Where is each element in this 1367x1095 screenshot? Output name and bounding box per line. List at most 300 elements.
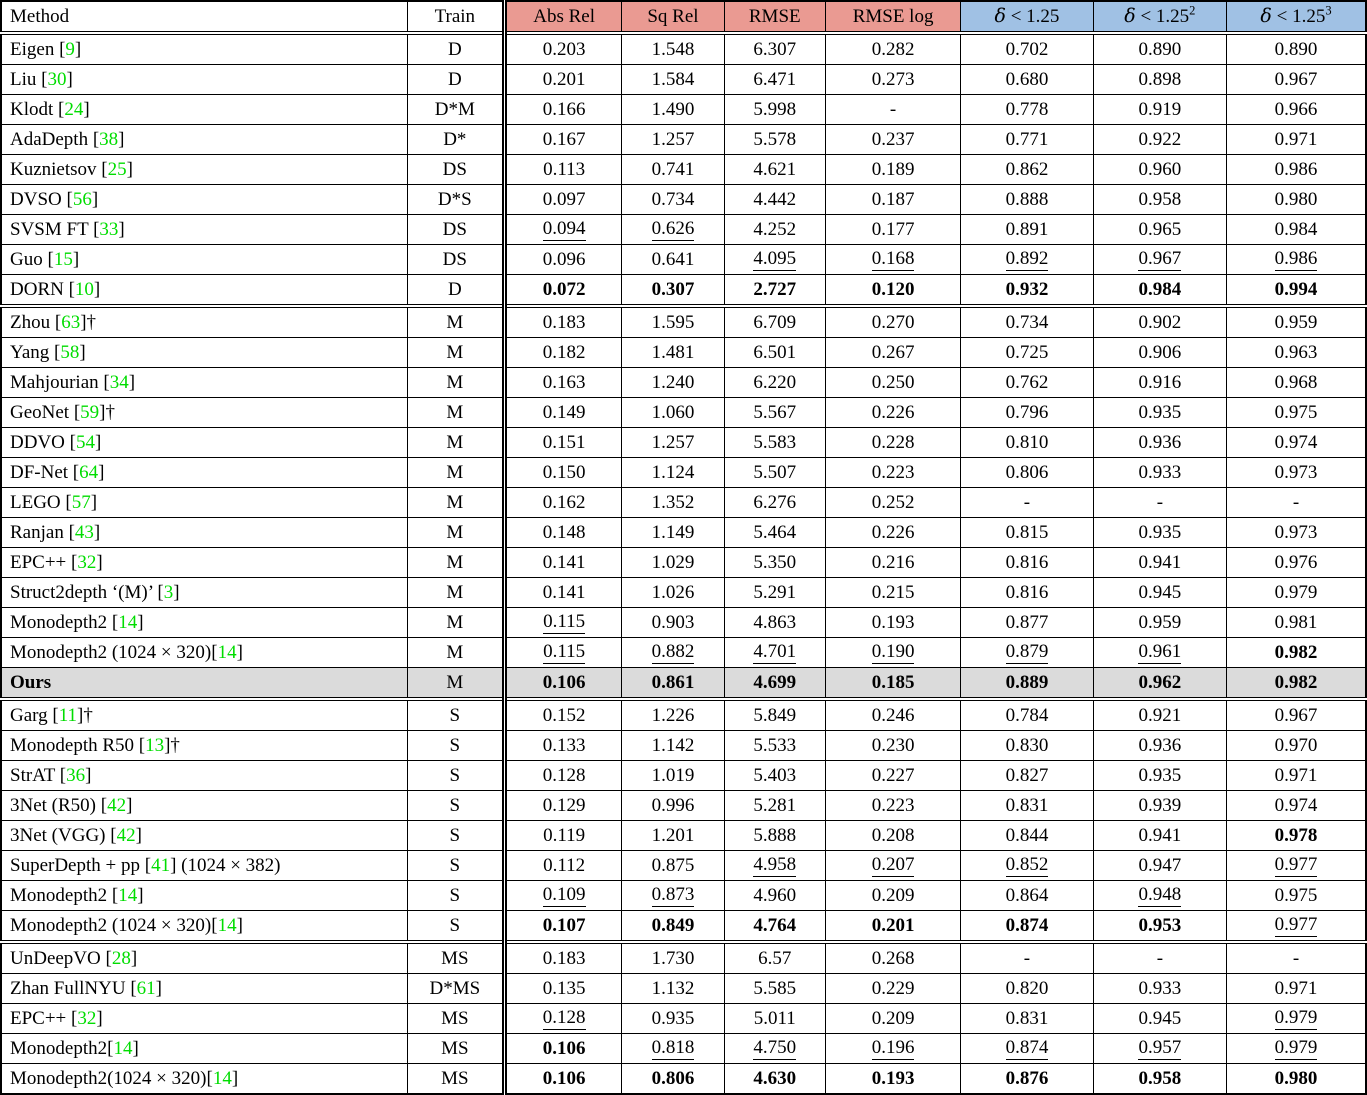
- metric-cell: [961, 65, 1093, 95]
- metric-cell: [961, 458, 1093, 488]
- metric-value: 0.957: [1138, 1037, 1182, 1059]
- method-name: Monodepth2[: [10, 1037, 114, 1059]
- metric-value: 0.945: [1138, 1007, 1182, 1029]
- header-rmse-log: RMSE log: [825, 1, 960, 33]
- metric-cell: [825, 638, 960, 668]
- citation-link[interactable]: 14: [217, 641, 237, 663]
- metric-value: 0.916: [1138, 371, 1182, 393]
- metric-cell: [1093, 668, 1226, 700]
- metric-value: 0.933: [1138, 461, 1182, 483]
- metric-cell: [622, 125, 724, 155]
- metric-value: 0.307: [651, 278, 695, 300]
- metric-cell: [1227, 1034, 1366, 1064]
- metric-value: 0.935: [1138, 521, 1182, 543]
- header-sq-rel: Sq Rel: [622, 1, 724, 33]
- metric-cell: [1093, 215, 1226, 245]
- citation-link[interactable]: 56: [72, 188, 92, 210]
- table-row: [1, 761, 1366, 791]
- method-name: Mahjourian [: [10, 371, 110, 393]
- metric-value: 0.183: [542, 947, 586, 969]
- metric-cell: [825, 1064, 960, 1095]
- table-row: [1, 851, 1366, 881]
- method-name: UnDeepVO [: [10, 947, 112, 969]
- metric-value: 5.578: [753, 128, 797, 150]
- citation-link[interactable]: 41: [151, 854, 171, 876]
- metric-value: 5.583: [753, 431, 797, 453]
- metric-cell: [1227, 95, 1366, 125]
- method-cell: [1, 95, 407, 125]
- metric-cell: [961, 1004, 1093, 1034]
- metric-cell: [825, 428, 960, 458]
- metric-value: -: [1156, 491, 1164, 513]
- metric-cell: [1227, 548, 1366, 578]
- metric-cell: [825, 185, 960, 215]
- metric-cell: [504, 65, 621, 95]
- citation-link[interactable]: 38: [99, 128, 119, 150]
- citation-link[interactable]: 24: [64, 98, 84, 120]
- method-name: Monodepth R50 [: [10, 734, 146, 756]
- metric-cell: [1227, 974, 1366, 1004]
- metric-cell: [961, 851, 1093, 881]
- metric-value: 0.115: [543, 641, 586, 663]
- metric-cell: [622, 791, 724, 821]
- metric-cell: [622, 398, 724, 428]
- method-name-suffix: ]: [91, 188, 99, 210]
- metric-value: 0.975: [1274, 884, 1318, 906]
- method-name: SuperDepth + pp [: [10, 854, 152, 876]
- method-name: LEGO [: [10, 491, 72, 513]
- metric-value: 0.874: [1005, 1037, 1049, 1059]
- method-cell: [1, 608, 407, 638]
- metric-cell: [1093, 275, 1226, 307]
- metric-cell: [961, 95, 1093, 125]
- metric-value: 0.187: [871, 188, 915, 210]
- citation-link[interactable]: 57: [71, 491, 91, 513]
- metric-value: 0.977: [1274, 854, 1318, 876]
- metric-value: 0.237: [871, 128, 915, 150]
- metric-value: 0.227: [871, 764, 915, 786]
- metric-cell: [825, 458, 960, 488]
- metric-cell: [1093, 185, 1226, 215]
- metric-cell: [724, 518, 825, 548]
- metric-cell: [1227, 33, 1366, 65]
- metric-cell: [622, 699, 724, 731]
- metric-cell: [504, 608, 621, 638]
- metric-cell: [724, 731, 825, 761]
- table-row: [1, 1004, 1366, 1034]
- method-name: Zhan FullNYU [: [10, 977, 137, 999]
- metric-cell: [825, 731, 960, 761]
- citation-link[interactable]: 28: [111, 947, 131, 969]
- metric-value: 0.128: [542, 1007, 586, 1029]
- metric-value: 0.959: [1138, 611, 1182, 633]
- metric-cell: [724, 458, 825, 488]
- metric-cell: [1093, 458, 1226, 488]
- metric-value: 0.977: [1274, 914, 1318, 936]
- metric-cell: [1227, 608, 1366, 638]
- metric-cell: [504, 428, 621, 458]
- metric-cell: [825, 125, 960, 155]
- metric-value: 1.352: [651, 491, 695, 513]
- metric-value: 0.902: [1138, 311, 1182, 333]
- table-row: [1, 185, 1366, 215]
- metric-value: 0.193: [871, 611, 915, 633]
- metric-cell: [1093, 578, 1226, 608]
- metric-cell: [1093, 155, 1226, 185]
- metric-value: 1.142: [651, 734, 695, 756]
- metric-cell: [1093, 638, 1226, 668]
- metric-cell: [724, 881, 825, 911]
- citation-link[interactable]: 14: [217, 914, 237, 936]
- citation-link[interactable]: 14: [113, 1037, 133, 1059]
- metric-cell: [1093, 974, 1226, 1004]
- method-name-suffix: ]: [155, 977, 162, 999]
- metric-cell: [961, 911, 1093, 943]
- metric-cell: [622, 638, 724, 668]
- metric-value: 1.026: [651, 581, 695, 603]
- method-name-suffix: ]: [231, 1067, 239, 1089]
- metric-value: 1.730: [651, 947, 695, 969]
- metric-value: 0.112: [543, 854, 586, 876]
- metric-cell: [1227, 699, 1366, 731]
- metric-value: 0.270: [871, 311, 915, 333]
- metric-value: 0.864: [1005, 884, 1049, 906]
- method-name-suffix: ]: [126, 158, 133, 180]
- metric-cell: [724, 398, 825, 428]
- metric-value: 0.877: [1005, 611, 1049, 633]
- metric-cell: [1227, 791, 1366, 821]
- metric-cell: [1227, 638, 1366, 668]
- metric-cell: [1093, 1064, 1226, 1095]
- metric-cell: [724, 1034, 825, 1064]
- metric-value: 0.784: [1005, 704, 1049, 726]
- method-name: Guo [: [10, 248, 54, 270]
- method-name: EPC++ [: [10, 1007, 78, 1029]
- metric-cell: [622, 942, 724, 974]
- metric-cell: [825, 608, 960, 638]
- citation-link[interactable]: 13: [145, 734, 165, 756]
- metric-value: 0.189: [871, 158, 915, 180]
- metric-cell: [504, 791, 621, 821]
- citation-link[interactable]: 63: [61, 311, 81, 333]
- citation-link[interactable]: 54: [75, 431, 95, 453]
- metric-cell: [1093, 942, 1226, 974]
- citation-link[interactable]: 34: [109, 371, 129, 393]
- metric-cell: [1093, 33, 1226, 65]
- citation-link[interactable]: 59: [80, 401, 100, 423]
- method-name-suffix: ]: [126, 794, 133, 816]
- train-cell: D: [407, 33, 504, 65]
- table-row: [1, 368, 1366, 398]
- metric-cell: [724, 368, 825, 398]
- table-row: [1, 731, 1366, 761]
- metric-cell: [1093, 306, 1226, 338]
- metric-value: 0.963: [1274, 341, 1318, 363]
- method-name-suffix: ]: [93, 521, 101, 543]
- metric-cell: [724, 1004, 825, 1034]
- metric-cell: [504, 731, 621, 761]
- method-cell: [1, 699, 407, 731]
- metric-value: 1.060: [651, 401, 695, 423]
- metric-cell: [724, 125, 825, 155]
- metric-value: 0.889: [1005, 671, 1049, 693]
- citation-link[interactable]: 14: [212, 1067, 232, 1089]
- metric-value: 4.750: [753, 1037, 797, 1059]
- table-row: [1, 1064, 1366, 1095]
- metric-value: 0.626: [651, 218, 695, 240]
- method-name: Zhou [: [10, 311, 62, 333]
- metric-value: 0.986: [1274, 158, 1318, 180]
- train-cell: MS: [407, 942, 504, 974]
- header-abs-rel: Abs Rel: [504, 1, 621, 33]
- metric-cell: [1093, 731, 1226, 761]
- metric-value: 1.257: [651, 431, 695, 453]
- metric-cell: [1093, 911, 1226, 943]
- citation-link[interactable]: 3: [163, 581, 174, 603]
- metric-cell: [961, 245, 1093, 275]
- metric-cell: [622, 275, 724, 307]
- method-name: 3Net (VGG) [: [10, 824, 117, 846]
- metric-cell: [724, 699, 825, 731]
- citation-link[interactable]: 9: [65, 38, 75, 60]
- citation-link[interactable]: 32: [77, 551, 97, 573]
- metric-value: 0.106: [542, 1067, 586, 1089]
- metric-value: 0.976: [1274, 551, 1318, 573]
- method-name: Ranjan [: [10, 521, 75, 543]
- metric-cell: [1227, 428, 1366, 458]
- citation-link[interactable]: 14: [118, 611, 138, 633]
- train-cell: S: [407, 911, 504, 943]
- delta-symbol: δ: [1260, 5, 1272, 27]
- metric-value: 1.481: [651, 341, 695, 363]
- metric-value: 0.129: [542, 794, 586, 816]
- method-cell: [1, 428, 407, 458]
- citation-link[interactable]: 64: [79, 461, 99, 483]
- metric-value: 0.830: [1005, 734, 1049, 756]
- metric-cell: [961, 215, 1093, 245]
- metric-value: 0.979: [1274, 1007, 1318, 1029]
- metric-value: -: [889, 98, 897, 120]
- method-name-suffix: ]: [137, 884, 144, 906]
- metric-cell: [504, 638, 621, 668]
- metric-cell: [622, 65, 724, 95]
- table-row: [1, 881, 1366, 911]
- method-cell: [1, 275, 407, 307]
- metric-value: 1.149: [651, 521, 695, 543]
- metric-cell: [961, 398, 1093, 428]
- metric-value: 1.132: [651, 977, 695, 999]
- metric-value: 0.135: [542, 977, 586, 999]
- header-train: Train: [407, 1, 504, 33]
- train-cell: S: [407, 699, 504, 731]
- metric-cell: [724, 185, 825, 215]
- metric-value: 0.734: [1005, 311, 1049, 333]
- citation-link[interactable]: 11: [58, 704, 78, 726]
- metric-cell: [622, 1004, 724, 1034]
- method-cell: [1, 578, 407, 608]
- metric-value: 4.764: [753, 914, 797, 936]
- metric-value: 0.168: [871, 248, 915, 270]
- metric-value: 4.252: [753, 218, 797, 240]
- method-name: Kuznietsov [: [10, 158, 108, 180]
- metric-value: 4.960: [753, 884, 797, 906]
- metric-cell: [622, 518, 724, 548]
- method-cell: [1, 398, 407, 428]
- method-name-suffix: ]: [236, 641, 243, 663]
- metric-value: 1.226: [651, 704, 695, 726]
- metric-value: 0.879: [1005, 641, 1049, 663]
- citation-link[interactable]: 33: [99, 218, 119, 240]
- metric-cell: [504, 488, 621, 518]
- metric-cell: [825, 518, 960, 548]
- table-row: [1, 95, 1366, 125]
- metric-cell: [961, 428, 1093, 458]
- citation-link[interactable]: 42: [116, 824, 136, 846]
- metric-cell: [622, 578, 724, 608]
- metric-cell: [622, 1064, 724, 1095]
- table-row: [1, 942, 1366, 974]
- table-row: [1, 155, 1366, 185]
- train-cell: S: [407, 851, 504, 881]
- metric-value: 4.701: [753, 641, 797, 663]
- train-cell: D: [407, 275, 504, 307]
- metric-value: 0.246: [871, 704, 915, 726]
- metric-value: 0.849: [651, 914, 695, 936]
- metric-value: 6.220: [753, 371, 797, 393]
- metric-value: 0.282: [871, 38, 915, 60]
- metric-value: 0.207: [871, 854, 915, 876]
- citation-link[interactable]: 30: [47, 68, 67, 90]
- metric-value: 0.874: [1005, 914, 1049, 936]
- metric-value: 0.898: [1138, 68, 1182, 90]
- metric-cell: [1227, 578, 1366, 608]
- metric-cell: [825, 548, 960, 578]
- metric-cell: [724, 851, 825, 881]
- metric-cell: [825, 699, 960, 731]
- metric-value: 5.281: [753, 794, 797, 816]
- citation-link[interactable]: 10: [74, 278, 94, 300]
- metric-cell: [724, 791, 825, 821]
- metric-value: 0.177: [871, 218, 915, 240]
- metric-value: 5.464: [753, 521, 797, 543]
- method-cell: [1, 518, 407, 548]
- table-row: [1, 65, 1366, 95]
- citation-link[interactable]: 58: [60, 341, 80, 363]
- metric-cell: [1227, 761, 1366, 791]
- metric-cell: [1227, 911, 1366, 943]
- table-row: [1, 458, 1366, 488]
- metric-cell: [724, 155, 825, 185]
- metric-value: 0.094: [542, 218, 586, 240]
- table-row: [1, 398, 1366, 428]
- metric-value: 0.962: [1138, 671, 1182, 693]
- method-name-suffix: ]: [118, 128, 125, 150]
- train-cell: M: [407, 668, 504, 700]
- metric-cell: [1227, 306, 1366, 338]
- metric-cell: [724, 275, 825, 307]
- metric-value: 0.148: [542, 521, 586, 543]
- citation-link[interactable]: 42: [107, 794, 127, 816]
- metric-cell: [1227, 881, 1366, 911]
- metric-value: 0.921: [1138, 704, 1182, 726]
- metric-value: 6.501: [753, 341, 797, 363]
- train-cell: D*S: [407, 185, 504, 215]
- metric-value: 0.971: [1274, 977, 1318, 999]
- metric-cell: [504, 518, 621, 548]
- citation-link[interactable]: 36: [66, 764, 86, 786]
- metric-value: 0.967: [1274, 68, 1318, 90]
- metric-cell: [504, 338, 621, 368]
- metric-value: 5.585: [753, 977, 797, 999]
- metric-cell: [504, 942, 621, 974]
- metric-cell: [504, 761, 621, 791]
- header-delta-2: [1093, 1, 1226, 33]
- metric-cell: [1093, 368, 1226, 398]
- metric-value: 6.471: [753, 68, 797, 90]
- method-name: Liu [: [10, 68, 48, 90]
- metric-value: 0.947: [1138, 854, 1182, 876]
- citation-link[interactable]: 61: [136, 977, 156, 999]
- metric-cell: [825, 821, 960, 851]
- table-row: [1, 428, 1366, 458]
- metric-value: 0.167: [542, 128, 586, 150]
- metric-value: 5.011: [753, 1007, 796, 1029]
- metric-value: 0.228: [871, 431, 915, 453]
- metric-value: 0.966: [1274, 98, 1318, 120]
- method-name-suffix: ]: [93, 278, 101, 300]
- metric-value: 0.882: [651, 641, 695, 663]
- metric-value: 0.831: [1005, 1007, 1049, 1029]
- header-row: [1, 1, 1366, 33]
- metric-value: 0.970: [1274, 734, 1318, 756]
- method-name-suffix: ]: [72, 248, 80, 270]
- table-row: [1, 911, 1366, 943]
- citation-link[interactable]: 14: [118, 884, 138, 906]
- method-cell: [1, 881, 407, 911]
- metric-cell: [1093, 245, 1226, 275]
- metric-cell: [622, 548, 724, 578]
- method-cell: [1, 638, 407, 668]
- metric-cell: [724, 245, 825, 275]
- metric-cell: [1093, 699, 1226, 731]
- method-name: Struct2depth ‘(M)’ [: [10, 581, 164, 603]
- citation-link[interactable]: 43: [74, 521, 94, 543]
- metric-value: 0.190: [871, 641, 915, 663]
- metric-cell: [622, 215, 724, 245]
- metric-cell: [724, 1064, 825, 1095]
- method-name-suffix: ]: [66, 68, 73, 90]
- metric-cell: [622, 821, 724, 851]
- method-name-suffix: ]: [85, 764, 92, 786]
- metric-cell: [1227, 668, 1366, 700]
- metric-value: 4.621: [753, 158, 797, 180]
- metric-cell: [1227, 185, 1366, 215]
- citation-link[interactable]: 15: [53, 248, 73, 270]
- citation-link[interactable]: 25: [107, 158, 127, 180]
- metric-cell: [622, 668, 724, 700]
- metric-cell: [1093, 65, 1226, 95]
- citation-link[interactable]: 32: [77, 1007, 97, 1029]
- method-name: Eigen [: [10, 38, 66, 60]
- metric-value: 0.273: [871, 68, 915, 90]
- table-row: [1, 245, 1366, 275]
- metric-value: 0.941: [1138, 824, 1182, 846]
- metric-cell: [622, 368, 724, 398]
- header-delta-3: [1227, 1, 1366, 33]
- metric-cell: [961, 974, 1093, 1004]
- metric-cell: [504, 306, 621, 338]
- train-cell: DS: [407, 155, 504, 185]
